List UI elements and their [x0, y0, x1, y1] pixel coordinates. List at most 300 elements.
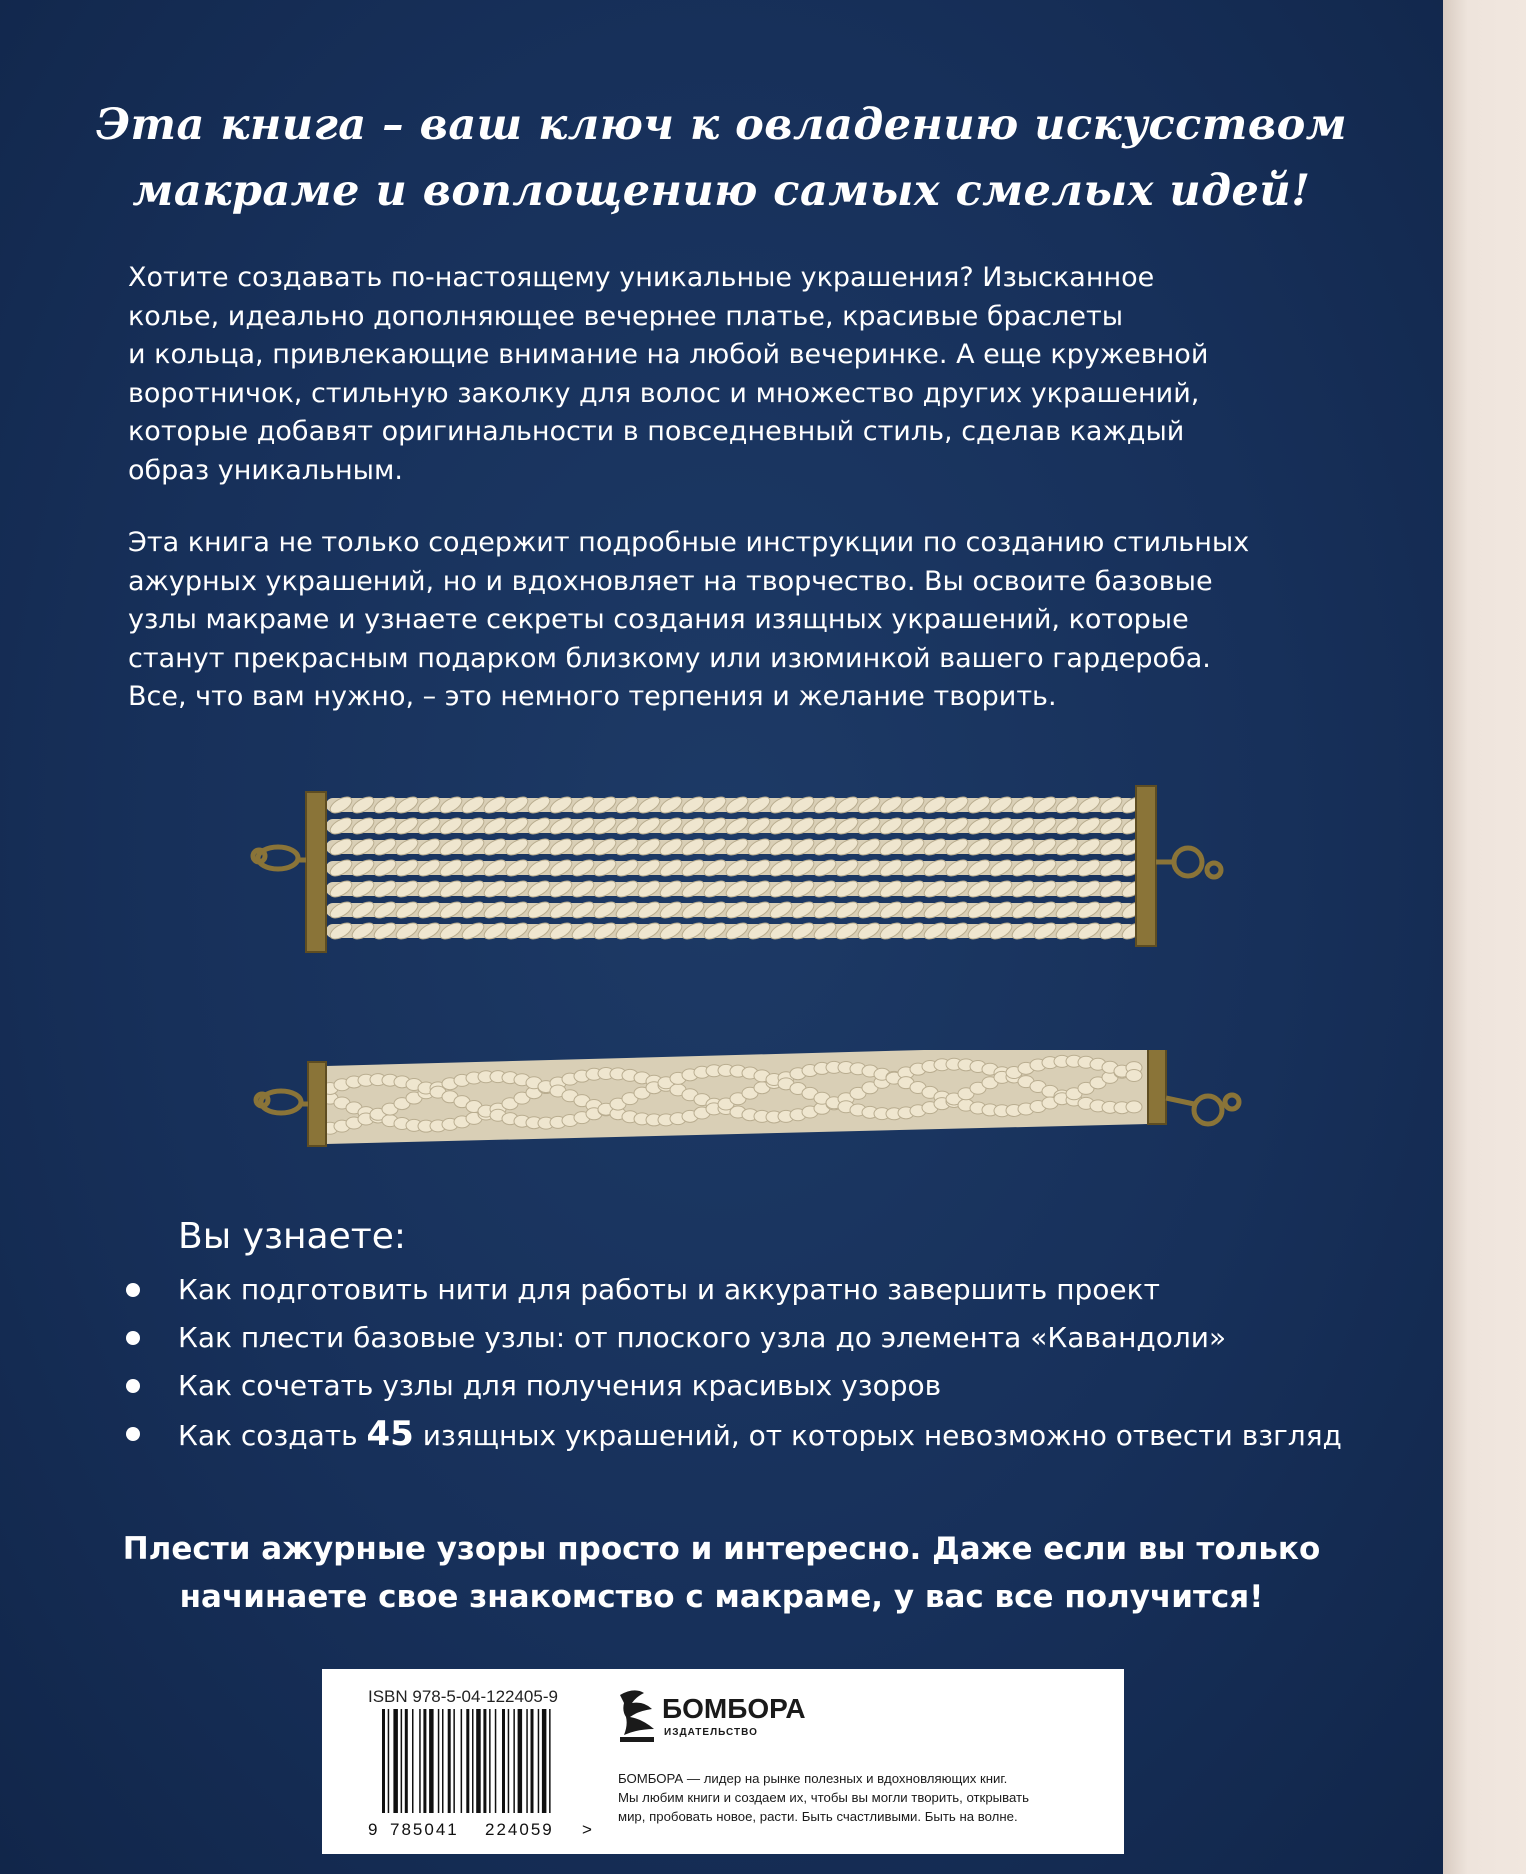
twist-knot	[988, 815, 1015, 837]
twist-knot	[416, 857, 443, 879]
twist-knot	[724, 815, 751, 837]
twist-knot	[438, 899, 465, 921]
twist-knot	[658, 836, 685, 858]
twist-knot	[812, 794, 839, 816]
twist-knot	[966, 920, 993, 942]
twist-knot	[526, 794, 553, 816]
twist-knot	[724, 857, 751, 879]
twist-knot	[372, 878, 399, 900]
twist-knot	[1032, 815, 1059, 837]
twist-knot	[878, 878, 905, 900]
twist-knot	[878, 815, 905, 837]
twist-knot	[350, 836, 377, 858]
barcode-bar	[508, 1709, 510, 1813]
twist-knot	[1098, 836, 1125, 858]
twist-knot	[988, 794, 1015, 816]
wide-bracelet-photo	[0, 780, 1443, 960]
twist-knot	[570, 836, 597, 858]
twist-knot	[394, 857, 421, 879]
barcode-bar	[502, 1709, 505, 1813]
twist-knot	[944, 920, 971, 942]
barcode-bar	[429, 1709, 434, 1813]
twist-knot	[1076, 878, 1103, 900]
twist-knot	[372, 794, 399, 816]
headline-line-1: Эта книга – ваш ключ к овладению искусством	[95, 100, 1348, 150]
barcode-bar	[531, 1709, 534, 1813]
twist-knot	[1054, 815, 1081, 837]
barcode-bar	[382, 1709, 385, 1813]
twist-knot	[1076, 857, 1103, 879]
twist-knot	[966, 794, 993, 816]
twist-knot	[328, 836, 355, 858]
twist-knot	[922, 878, 949, 900]
twist-knot	[944, 878, 971, 900]
twist-knot	[438, 857, 465, 879]
twist-knot	[702, 920, 729, 942]
barcode-bar	[476, 1709, 481, 1813]
twist-knot	[856, 857, 883, 879]
twist-knot	[526, 899, 553, 921]
text-before: Как создать	[178, 1419, 367, 1452]
twist-knot	[350, 878, 377, 900]
twist-knot	[746, 920, 773, 942]
twist-knot	[438, 794, 465, 816]
twist-knot	[790, 920, 817, 942]
twist-knot	[460, 899, 487, 921]
twist-knot	[834, 920, 861, 942]
twist-knot	[702, 899, 729, 921]
barcode-bar	[438, 1709, 440, 1813]
twist-knot	[592, 899, 619, 921]
twist-knot	[438, 878, 465, 900]
braided-bracelet-photo	[0, 1050, 1443, 1180]
twist-knot	[1054, 920, 1081, 942]
barcode-bar	[412, 1709, 414, 1813]
twist-knot	[1054, 836, 1081, 858]
twist-knot	[944, 899, 971, 921]
text-line: ажурных украшений, но и вдохновляет на творчество. Вы освоите базовые	[128, 565, 1213, 597]
twist-knot	[768, 857, 795, 879]
twist-knot	[856, 878, 883, 900]
twist-knot	[658, 794, 685, 816]
barcode-panel	[322, 1669, 1124, 1854]
end-clamp-left	[306, 792, 326, 952]
twist-knot	[812, 836, 839, 858]
text-line: и кольца, привлекающие внимание на любой вечеринке. А еще кружевной	[128, 339, 1209, 371]
twist-knot	[746, 878, 773, 900]
twist-knot	[548, 878, 575, 900]
braid-knot	[1126, 1101, 1142, 1113]
twist-knot	[988, 836, 1015, 858]
twist-knot	[614, 815, 641, 837]
twist-knot	[900, 815, 927, 837]
twist-knot	[790, 836, 817, 858]
twist-knot	[504, 920, 531, 942]
twist-knot	[790, 815, 817, 837]
twist-knot	[504, 899, 531, 921]
twist-knot	[900, 794, 927, 816]
barcode-bar	[461, 1709, 463, 1813]
text-line: мир, пробовать новое, расти. Быть счастливыми. Быть на волне.	[618, 1809, 1018, 1824]
spring-ring-clasp	[1156, 848, 1221, 877]
twist-knot	[350, 794, 377, 816]
twist-knot	[790, 899, 817, 921]
twist-knot	[1032, 857, 1059, 879]
twist-knot	[1098, 794, 1125, 816]
twist-knot	[504, 815, 531, 837]
twist-knot	[548, 920, 575, 942]
text-line: Все, что вам нужно, – это немного терпения и желание творить.	[128, 681, 1057, 713]
twist-knot	[438, 920, 465, 942]
twist-knot	[680, 857, 707, 879]
twist-knot	[900, 857, 927, 879]
barcode-bar	[393, 1709, 398, 1813]
twist-knot	[724, 899, 751, 921]
twist-knot	[328, 857, 355, 879]
twist-knot	[856, 836, 883, 858]
headline	[80, 92, 1363, 224]
twist-knot	[1010, 815, 1037, 837]
twist-knot	[548, 899, 575, 921]
twist-knot	[680, 815, 707, 837]
twist-knot	[768, 878, 795, 900]
twist-knot	[328, 815, 355, 837]
twist-knot	[944, 815, 971, 837]
twist-knot	[1010, 794, 1037, 816]
twist-knot	[504, 878, 531, 900]
twist-knot	[768, 815, 795, 837]
learn-title: Вы узнаете:	[178, 1216, 407, 1257]
twist-knot	[460, 878, 487, 900]
twist-knot	[834, 857, 861, 879]
twist-knot	[592, 794, 619, 816]
publisher-name: БОМБОРА	[662, 1693, 806, 1724]
twist-knot	[394, 836, 421, 858]
twist-knot	[1098, 857, 1125, 879]
barcode-bar	[453, 1709, 455, 1813]
braided-bracelet-cords	[322, 1050, 1148, 1144]
twist-knot	[570, 857, 597, 879]
twist-knot	[878, 857, 905, 879]
end-clamp-right	[1148, 1050, 1166, 1124]
twist-knot	[1032, 794, 1059, 816]
barcode-bar	[518, 1709, 523, 1813]
twist-knot	[548, 857, 575, 879]
twist-knot	[1054, 878, 1081, 900]
twist-knot	[570, 794, 597, 816]
twist-knot	[328, 878, 355, 900]
twist-knot	[1054, 794, 1081, 816]
twist-knot	[1076, 899, 1103, 921]
bullet-icon	[126, 1379, 140, 1393]
barcode	[368, 1709, 596, 1839]
twist-knot	[812, 815, 839, 837]
twist-knot	[1032, 920, 1059, 942]
twist-knot	[746, 815, 773, 837]
barcode-bar	[483, 1709, 486, 1813]
twist-knot	[988, 899, 1015, 921]
twist-knot	[834, 836, 861, 858]
twist-knot	[1054, 857, 1081, 879]
page-edge	[1443, 0, 1526, 1874]
twist-knot	[878, 794, 905, 816]
twist-knot	[812, 878, 839, 900]
twist-knot	[526, 878, 553, 900]
twist-knot	[460, 836, 487, 858]
barcode-bar	[489, 1709, 491, 1813]
barcode-bar	[526, 1709, 528, 1813]
twist-knot	[416, 794, 443, 816]
twist-knot	[636, 920, 663, 942]
twist-knot	[592, 815, 619, 837]
projects-count: 45	[366, 1414, 414, 1454]
twist-knot	[548, 815, 575, 837]
barcode-bar	[495, 1709, 497, 1813]
twist-knot	[636, 857, 663, 879]
twist-knot	[834, 815, 861, 837]
twist-knot	[438, 815, 465, 837]
twist-knot	[592, 878, 619, 900]
twist-knot	[878, 920, 905, 942]
twist-knot	[394, 794, 421, 816]
twist-knot	[1032, 836, 1059, 858]
twist-knot	[900, 878, 927, 900]
twist-knot	[1076, 920, 1103, 942]
list-item-text: Как подготовить нити для работы и аккуратно завершить проект	[178, 1273, 1160, 1306]
text-line: которые добавят оригинальности в повседневный стиль, сделав каждый	[128, 416, 1185, 448]
barcode-bar	[419, 1709, 421, 1813]
twist-knot	[592, 920, 619, 942]
twist-knot	[328, 899, 355, 921]
twist-knot	[988, 878, 1015, 900]
lobster-clasp	[256, 1091, 308, 1113]
twist-knot	[548, 794, 575, 816]
twist-knot	[878, 899, 905, 921]
twist-knot	[614, 794, 641, 816]
bullet-icon	[126, 1427, 140, 1441]
twist-knot	[922, 794, 949, 816]
twist-knot	[636, 899, 663, 921]
barcode-bar	[513, 1709, 515, 1813]
twist-knot	[636, 815, 663, 837]
twist-knot	[614, 899, 641, 921]
twist-knot	[526, 857, 553, 879]
twist-knot	[746, 836, 773, 858]
twist-knot	[856, 899, 883, 921]
twist-knot	[746, 899, 773, 921]
list-item-text	[178, 1410, 1342, 1460]
twist-knot	[1076, 836, 1103, 858]
twist-knot	[1098, 815, 1125, 837]
twist-knot	[988, 857, 1015, 879]
twist-knot	[900, 920, 927, 942]
twist-knot	[966, 815, 993, 837]
twist-knot	[922, 920, 949, 942]
twist-knot	[548, 836, 575, 858]
twist-knot	[394, 878, 421, 900]
twist-knot	[922, 857, 949, 879]
twist-knot	[460, 857, 487, 879]
twist-knot	[1010, 857, 1037, 879]
twist-knot	[570, 878, 597, 900]
twist-knot	[1076, 815, 1103, 837]
bullet-icon	[126, 1331, 140, 1345]
twist-knot	[746, 857, 773, 879]
twist-knot	[658, 920, 685, 942]
publisher-logo-icon	[614, 1685, 658, 1745]
text-line: воротничок, стильную заколку для волос и множество других украшений,	[128, 377, 1200, 409]
intro-paragraph-2	[128, 524, 1348, 717]
publisher-subtitle: ИЗДАТЕЛЬСТВО	[664, 1727, 758, 1738]
text-line: Эта книга не только содержит подробные инструкции по созданию стильных	[128, 527, 1250, 558]
twist-knot	[768, 794, 795, 816]
barcode-bar	[423, 1709, 426, 1813]
twist-knot	[1098, 899, 1125, 921]
twist-knot	[966, 836, 993, 858]
barcode-digit-end: >	[582, 1820, 592, 1839]
twist-knot	[702, 857, 729, 879]
list-item-text: Как сочетать узлы для получения красивых узоров	[178, 1369, 942, 1402]
twist-knot	[570, 815, 597, 837]
barcode-bar	[401, 1709, 403, 1813]
braid-knot	[1126, 1069, 1142, 1081]
twist-knot	[702, 878, 729, 900]
barcode-bars	[382, 1709, 551, 1813]
twist-knot	[702, 815, 729, 837]
twist-knot	[438, 836, 465, 858]
twist-knot	[1032, 878, 1059, 900]
twist-knot	[482, 836, 509, 858]
twist-knot	[966, 857, 993, 879]
text-line: колье, идеально дополняющее вечернее платье, красивые браслеты	[128, 300, 1124, 332]
barcode-bar	[405, 1709, 408, 1813]
isbn-label: ISBN 978-5-04-122405-9	[368, 1687, 558, 1706]
text-line: Плести ажурные узоры просто и интересно. Даже если вы только	[122, 1531, 1321, 1567]
twist-knot	[460, 815, 487, 837]
twist-knot	[856, 920, 883, 942]
twist-knot	[350, 899, 377, 921]
twist-knot	[658, 878, 685, 900]
twist-knot	[394, 815, 421, 837]
twist-knot	[988, 920, 1015, 942]
twist-knot	[900, 836, 927, 858]
twist-knot	[482, 857, 509, 879]
spring-ring-clasp	[1166, 1095, 1239, 1124]
text-line: узлы макраме и узнаете секреты создания изящных украшений, которые	[128, 604, 1189, 636]
twist-knot	[878, 836, 905, 858]
twist-knot	[350, 815, 377, 837]
twist-knot	[768, 836, 795, 858]
barcode-bar	[542, 1709, 547, 1813]
wide-bracelet-cords	[326, 794, 1146, 942]
twist-knot	[328, 794, 355, 816]
intro-paragraph-1	[128, 259, 1348, 491]
barcode-bar	[538, 1709, 540, 1813]
twist-knot	[504, 794, 531, 816]
twist-knot	[416, 836, 443, 858]
twist-knot	[1076, 794, 1103, 816]
twist-knot	[592, 857, 619, 879]
bullet-icon	[126, 1283, 140, 1297]
text-line: Хотите создавать по-настоящему уникальные украшения? Изысканное	[128, 262, 1155, 293]
text-line: начинаете свое знакомство с макраме, у вас все получится!	[179, 1579, 1264, 1615]
twist-knot	[680, 878, 707, 900]
text-line: Мы любим книги и создаем их, чтобы вы могли творить, открывать	[618, 1790, 1029, 1805]
publisher-description	[618, 1769, 1118, 1826]
twist-knot	[614, 920, 641, 942]
barcode-bar	[472, 1709, 474, 1813]
twist-knot	[812, 920, 839, 942]
barcode-bar	[466, 1709, 469, 1813]
twist-knot	[1098, 920, 1125, 942]
twist-knot	[350, 920, 377, 942]
twist-knot	[614, 836, 641, 858]
twist-knot	[482, 878, 509, 900]
twist-knot	[636, 794, 663, 816]
text-after: изящных украшений, от которых невозможно отвести взгляд	[413, 1419, 1342, 1452]
twist-knot	[922, 815, 949, 837]
twist-knot	[1098, 878, 1125, 900]
twist-knot	[680, 899, 707, 921]
barcode-bar	[442, 1709, 444, 1813]
twist-knot	[812, 899, 839, 921]
twist-knot	[834, 899, 861, 921]
twist-knot	[812, 857, 839, 879]
twist-knot	[724, 920, 751, 942]
twist-knot	[790, 794, 817, 816]
twist-knot	[658, 815, 685, 837]
barcode-digit-first: 9	[368, 1820, 378, 1839]
twist-knot	[1010, 899, 1037, 921]
twist-knot	[966, 878, 993, 900]
twist-knot	[658, 899, 685, 921]
twist-knot	[460, 794, 487, 816]
twist-knot	[328, 920, 355, 942]
headline-line-2: макраме и воплощению самых смелых идей!	[132, 166, 1311, 216]
twist-knot	[856, 815, 883, 837]
twist-knot	[680, 794, 707, 816]
twist-knot	[702, 836, 729, 858]
twist-knot	[460, 920, 487, 942]
twist-knot	[900, 899, 927, 921]
twist-knot	[768, 899, 795, 921]
twist-knot	[526, 920, 553, 942]
twist-knot	[504, 857, 531, 879]
twist-knot	[482, 920, 509, 942]
end-clamp-left	[308, 1062, 326, 1146]
twist-knot	[724, 836, 751, 858]
twist-knot	[702, 794, 729, 816]
twist-knot	[416, 815, 443, 837]
twist-knot	[636, 878, 663, 900]
text-line: образ уникальным.	[128, 454, 403, 486]
twist-knot	[856, 794, 883, 816]
twist-knot	[658, 857, 685, 879]
twist-knot	[966, 899, 993, 921]
twist-knot	[416, 878, 443, 900]
twist-knot	[526, 815, 553, 837]
twist-knot	[614, 857, 641, 879]
twist-knot	[372, 836, 399, 858]
twist-knot	[504, 836, 531, 858]
text-line: станут прекрасным подарком близкому или изюминкой вашего гардероба.	[128, 642, 1211, 674]
lobster-clasp	[253, 847, 306, 869]
barcode-bar	[549, 1709, 551, 1813]
twist-knot	[746, 794, 773, 816]
twist-knot	[482, 815, 509, 837]
barcode-digits-right: 224059	[485, 1820, 554, 1839]
twist-knot	[372, 815, 399, 837]
